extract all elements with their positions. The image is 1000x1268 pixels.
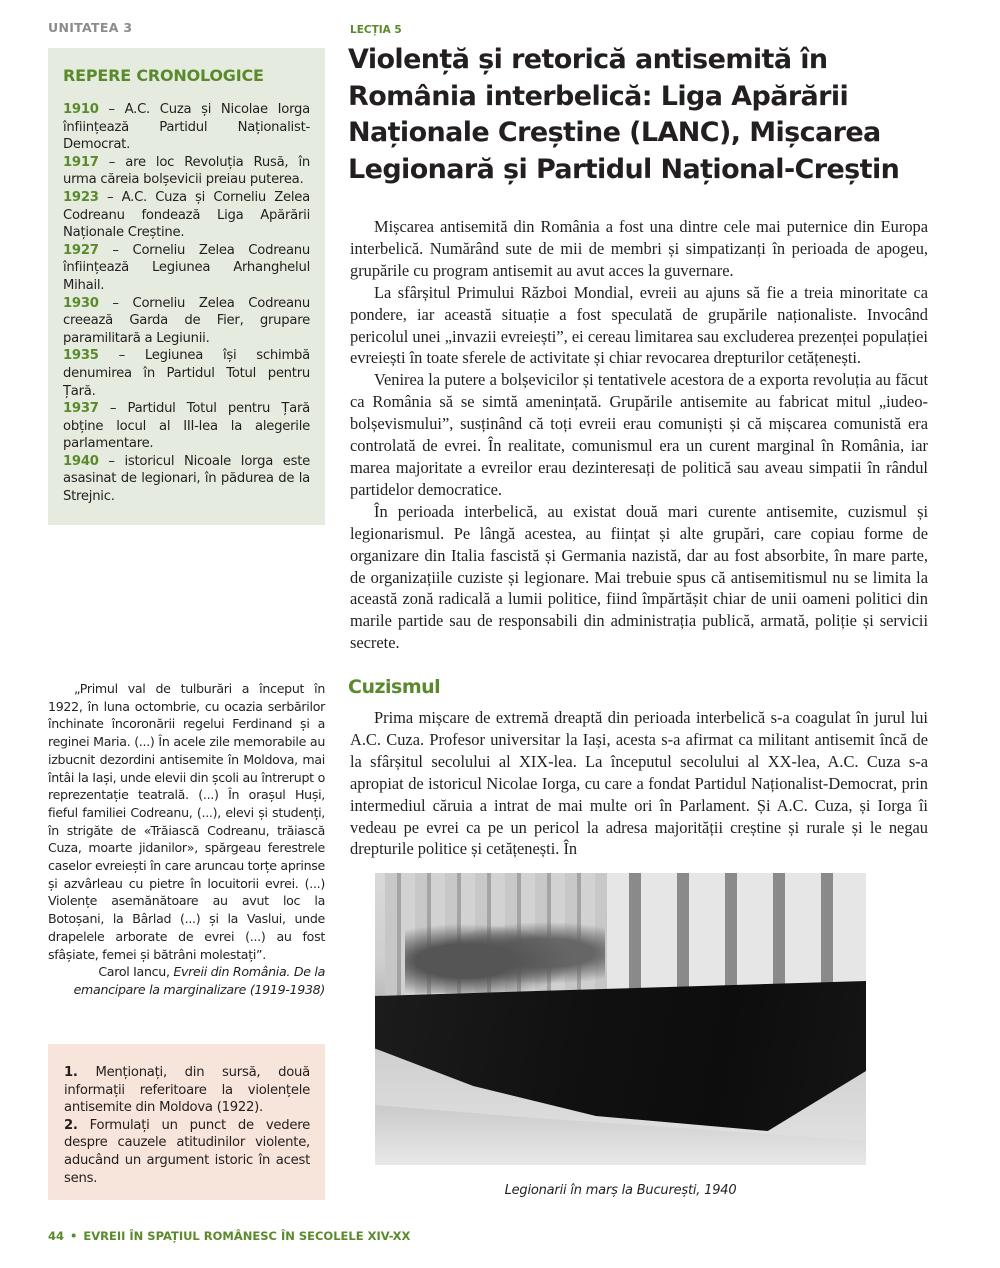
chronology-box: [48, 48, 325, 525]
question-item: [64, 1064, 310, 1117]
page-number: 44: [48, 1229, 65, 1243]
lesson-label: LECȚIA 5: [350, 24, 402, 36]
legionnaires-march-photo: [375, 873, 866, 1165]
chronology-item: [63, 101, 310, 154]
question-item: [64, 1117, 310, 1187]
photo-caption: Legionarii în marș la București, 1940: [504, 1183, 737, 1198]
book-title: EVREII ÎN SPAȚIUL ROMÂNESC ÎN SECOLELE XIV-XX: [83, 1229, 411, 1243]
chronology-year: 1917: [63, 154, 99, 170]
photo-trees: [405, 913, 605, 993]
lesson-title: Violență și retorică antisemită în România interbelică: Liga Apărării Naționale Creștine (LANC), Mișcarea Legionară și Partidul Național-Creștin: [348, 44, 900, 185]
chronology-text: – Partidul Totul pentru Țară obține locul al III-lea la alegerile parlamentare.: [63, 401, 310, 452]
chronology-title: REPERE CRONOLOGICE: [63, 66, 264, 85]
chronology-item: [63, 242, 310, 295]
photo-building-right: [607, 873, 866, 998]
paragraph: În perioada interbelică, au existat două mari curente antisemite, cuzismul și legionarismul. Pe lângă acestea, au ființat și alte grupări, care copiau forme de organizare din Italia fascistă și Germania nazistă, dar au fost absorbite, în mare parte, de organizațiile cuziste și legionare. Mai trebuie spus că antisemitismul nu se limita la această zonă radicală a lumii politice, fiind împărtășit chiar de unii oameni politici din marile partide sau de responsabili din administrația publică, armată, poliție și servicii secrete.: [350, 501, 928, 653]
page-footer: [48, 1229, 410, 1243]
source-citation: [48, 963, 325, 998]
footer-separator: •: [70, 1229, 78, 1243]
chronology-item: [63, 154, 310, 189]
cuzismul-text: [350, 707, 928, 860]
chronology-text: – are loc Revoluția Rusă, în urma căreia bolșevicii preiau puterea.: [63, 154, 310, 188]
intro-text: [350, 216, 928, 654]
question-text: Formulați un punct de vedere despre cauzele atitudinilor violente, aducând un argument istoric în acest sens.: [64, 1117, 310, 1186]
question-number: 2.: [64, 1117, 78, 1133]
chronology-year: 1935: [63, 348, 99, 364]
chronology-text: – istoricul Nicoale Iorga este asasinat de legionari, în pădurea de la Strejnic.: [63, 453, 310, 505]
chronology-item: [63, 189, 310, 242]
unit-label: UNITATEA 3: [48, 20, 133, 35]
chronology-year: 1930: [63, 295, 99, 311]
chronology-item: [63, 453, 310, 506]
chronology-item: [63, 347, 310, 400]
chronology-text: – Corneliu Zelea Codreanu creează Garda de Fier, grupare paramilitară a Legiunii.: [63, 295, 310, 346]
chronology-text: – Corneliu Zelea Codreanu înființează Legiunea Arhanghelul Mihail.: [63, 242, 310, 293]
chronology-item: [63, 400, 310, 453]
questions-box: [48, 1044, 325, 1200]
paragraph: La sfârșitul Primului Război Mondial, evreii au ajuns să fie a treia minoritate ca pondere, iar această situație a fost speculată de grupările naționaliste. Invocând pericolul unei „invazii evreiești”, ei cereau limitarea sau excluderea prezenței populației evreiești în toate sferele de activitate și chiar revocarea drepturilor cetățenești.: [350, 282, 928, 368]
chronology-year: 1940: [63, 453, 99, 469]
chronology-year: 1910: [63, 102, 99, 117]
photo-marching-column: [375, 981, 866, 1131]
section-heading-cuzismul: Cuzismul: [348, 676, 441, 698]
quote-text: „Primul val de tulburări a început în 1922, în luna octombrie, cu ocazia serbărilor închinate încoronării regelui Ferdinand și a reginei Maria. (...) În acele zile memorabile au izbucnit dezordini antisemite în Moldova, mai întâi la Iași, unde elevii din școli au întrerupt o reprezentație teatrală. (...) În orașul Huși, fieful familiei Codreanu, (...), elevi și studenți, în strigăte de «Trăiască Codreanu, trăiască Cuza, moarte jidanilor», spărgeau ferestrele caselor evreiești în care aruncau torțe aprinse și azvârleau cu pietre în locuitorii evrei. (...) Violențe asemănătoare au avut loc la Botoșani, la Bârlad (...) și la Vaslui, unde drapelele arborate de evrei (...) au fost sfâșiate, femei și bătrâni molestați”.: [48, 681, 325, 962]
chronology-text: – A.C. Cuza și Corneliu Zelea Codreanu fondează Liga Apărării Naționale Creștine.: [63, 189, 310, 241]
chronology-year: 1927: [63, 242, 99, 258]
question-number: 1.: [64, 1065, 78, 1080]
chronology-item: [63, 295, 310, 348]
historical-source-quote: [48, 680, 325, 999]
chronology-year: 1937: [63, 401, 99, 417]
chronology-text: – Legiunea își schimbă denumirea în Partidul Totul pentru Țară.: [63, 348, 310, 399]
paragraph: Venirea la putere a bolșevicilor și tentativele acestora de a exporta revoluția au făcut ca România să se simtă amenințată. Grupările antisemite au fabricat mitul „iudeo-bolșevismului”, susținând că toți evreii erau comuniști și că mișcarea comunistă era controlată de evrei. În realitate, comunismul era un curent marginal în România, iar marea majoritate a evreilor erau dezinteresați de politică sau aveau simpatii în rândul partidelor democratice.: [350, 370, 928, 499]
paragraph: Mișcarea antisemită din România a fost una dintre cele mai puternice din Europa interbelică. Numărând sute de mii de membri și simpatizanți în perioada de apogeu, grupările cu program antisemit au avut acces la guvernare.: [350, 217, 928, 280]
question-text: Menționați, din sursă, două informații referitoare la violențele antisemite din Moldova (1922).: [64, 1065, 310, 1116]
paragraph: Prima mișcare de extremă dreaptă din perioada interbelică s-a coagulat în jurul lui A.C. Cuza. Profesor universitar la Iași, acesta s-a afirmat ca militant antisemit încă de la sfârșitul secolului al XIX-lea. La începutul secolului al XX-lea, A.C. Cuza s-a apropiat de istoricul Nicolae Iorga, cu care a fondat Partidul Naționalist-Democrat, prin intermediul căruia a intrat de mai multe ori în Parlament. Și A.C. Cuza, și Iorga îi vedeau pe evrei ca pe un pericol la adresa majorității creștine și rurale și le negau drepturile politice și cetățenești. În: [350, 708, 928, 859]
citation-work: Evreii din România. De la emancipare la marginalizare (1919-1938): [73, 964, 325, 997]
citation-author: Carol Iancu,: [98, 964, 174, 980]
chronology-text: – A.C. Cuza și Nicolae Iorga înființează Partidul Naționalist-Democrat.: [63, 102, 310, 153]
chronology-year: 1923: [63, 189, 99, 205]
